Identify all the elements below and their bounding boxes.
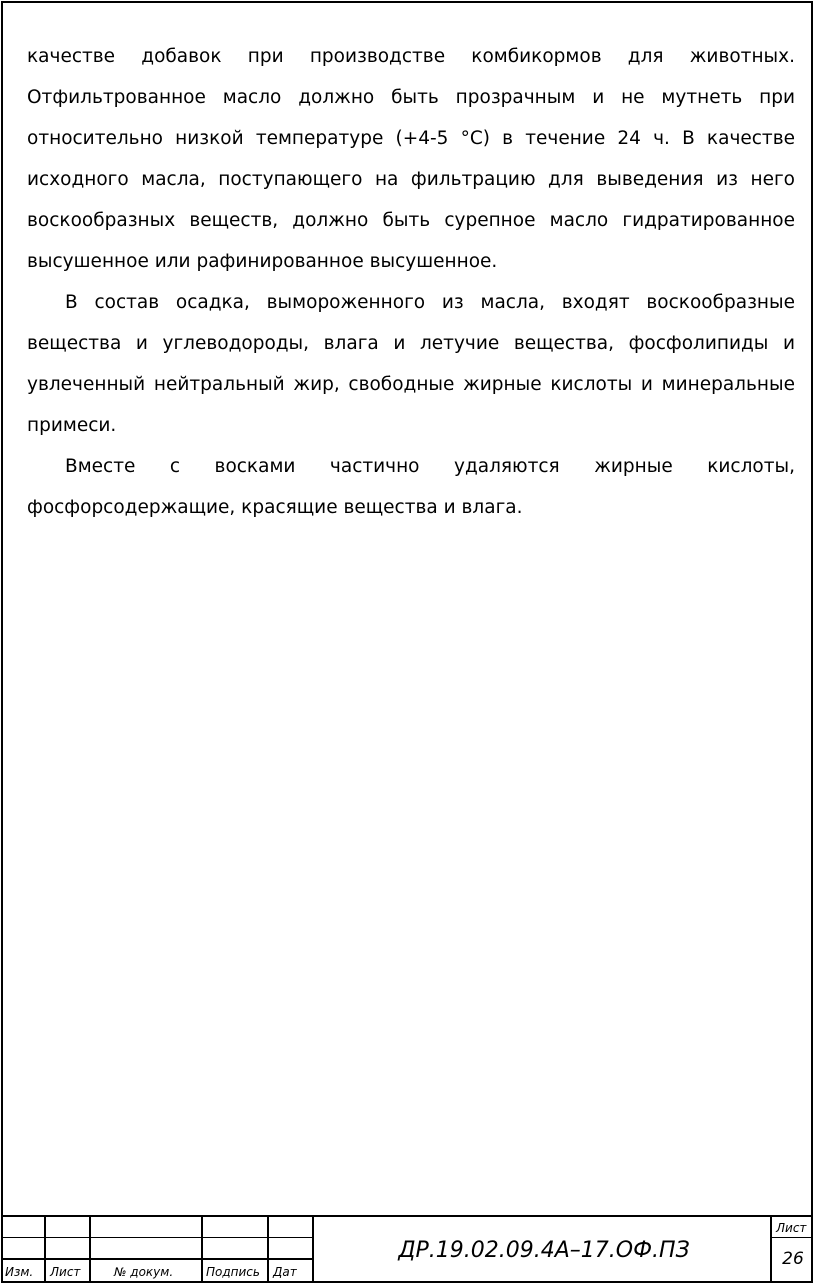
sheet-label: Лист [776, 1221, 807, 1235]
stamp-row-line [1, 1237, 312, 1238]
title-block [1, 1215, 813, 1283]
document-code: ДР.19.02.09.4А–17.ОФ.ПЗ [398, 1238, 690, 1263]
stamp-row-line [770, 1237, 813, 1238]
label-date: Дат [273, 1265, 297, 1279]
document-body [27, 36, 795, 528]
paragraph-3: Вместе с восками частично удаляются жирные кислоты, фосфорсодержащие, красящие вещества и влага. [27, 456, 795, 518]
label-change: Изм. [5, 1265, 34, 1279]
paragraph-1: качестве добавок при производстве комбикормов для животных. Отфильтрованное масло должно быть прозрачным и не мутнеть при относительно низкой температуре (+4-5 °С) в течение 24 ч. В качестве исходного масла, поступающего на фильтрацию для выведения из него воскообразных веществ, должно быть сурепное масло гидратированное высушенное или рафинированное высушенное. [27, 46, 795, 272]
stamp-divider [89, 1217, 91, 1283]
paragraph-2: В состав осадка, вымороженного из масла, входят воскообразные вещества и углеводороды, влага и летучие вещества, фосфолипиды и увлеченный нейтральный жир, свободные жирные кислоты и минеральные примеси. [27, 292, 795, 436]
stamp-divider [201, 1217, 203, 1283]
stamp-row-line [1, 1258, 312, 1260]
sheet-number: 26 [782, 1249, 804, 1269]
stamp-divider [267, 1217, 269, 1283]
stamp-divider [44, 1217, 46, 1283]
stamp-divider [312, 1217, 314, 1283]
label-sheet: Лист [50, 1265, 81, 1279]
label-doc-no: № докум. [114, 1265, 174, 1279]
label-signature: Подпись [206, 1265, 260, 1279]
